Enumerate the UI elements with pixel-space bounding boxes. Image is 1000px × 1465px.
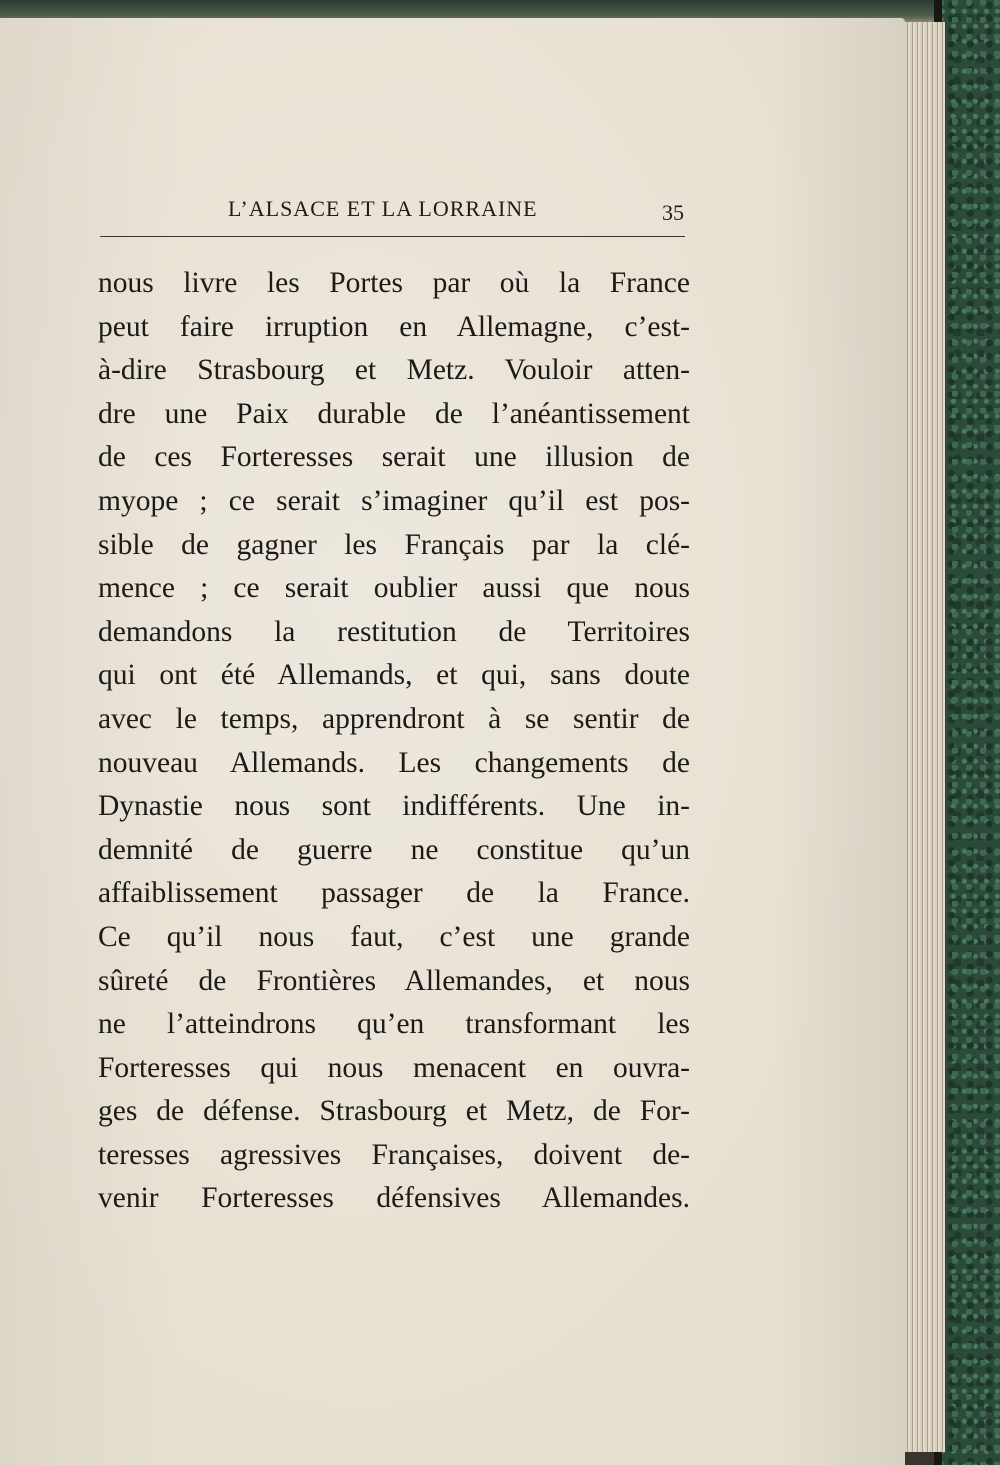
text-line: sûreté de Frontières Allemandes, et nous: [98, 964, 690, 997]
text-line: avec le temps, apprendront à se sentir de: [98, 702, 690, 735]
text-line: sible de gagner les Français par la clé-: [98, 528, 690, 561]
text-line: à-dire Strasbourg et Metz. Vouloir atten-: [98, 354, 690, 387]
text-line: qui ont été Allemands, et qui, sans doute: [98, 659, 690, 692]
text-line: nouveau Allemands. Les changements de: [98, 746, 690, 779]
text-line: peut faire irruption en Allemagne, c’est-: [98, 310, 690, 343]
text-line: nous livre les Portes par où la France: [98, 267, 690, 299]
text-line: affaiblissement passager de la France.: [98, 877, 690, 910]
running-title: L’ALSACE ET LA LORRAINE: [228, 196, 538, 221]
text-line: ges de défense. Strasbourg et Metz, de For-: [98, 1095, 690, 1128]
text-line: teresses agressives Françaises, doivent de-: [98, 1138, 690, 1171]
running-head: [228, 196, 688, 230]
header-rule: [100, 236, 685, 237]
text-line: dre une Paix durable de l’anéantissement: [98, 397, 690, 430]
text-line: Forteresses qui nous menacent en ouvra-: [98, 1051, 690, 1084]
text-line: ne l’atteindrons qu’en transformant les: [98, 1008, 690, 1041]
body-text: [98, 262, 690, 1221]
marbled-cover: [938, 0, 1000, 1465]
text-line: Ce qu’il nous faut, c’est une grande: [98, 920, 690, 953]
text-line: myope ; ce serait s’imaginer qu’il est pos-: [98, 484, 690, 517]
text-line: de ces Forteresses serait une illusion de: [98, 441, 690, 474]
text-line: venir Forteresses défensives Allemandes.: [98, 1182, 690, 1215]
text-line: demnité de guerre ne constitue qu’un: [98, 833, 690, 866]
text-line: Dynastie nous sont indifférents. Une in-: [98, 790, 690, 823]
page-number: 35: [662, 200, 684, 225]
text-line: mence ; ce serait oublier aussi que nous: [98, 572, 690, 605]
text-line: demandons la restitution de Territoires: [98, 615, 690, 648]
